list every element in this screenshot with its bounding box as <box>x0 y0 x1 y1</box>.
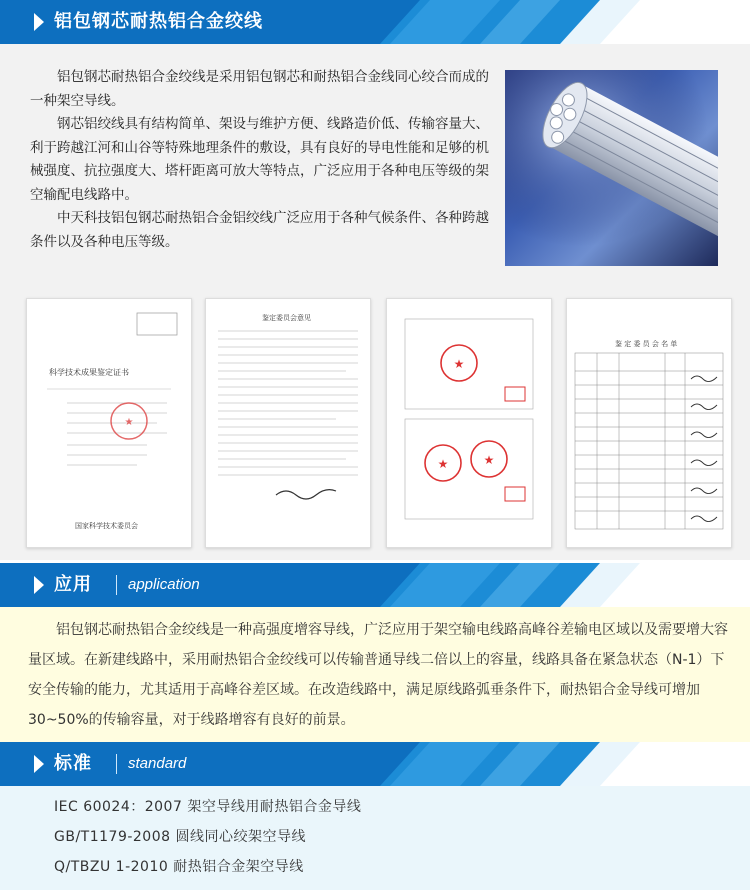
svg-text:★: ★ <box>483 453 495 467</box>
title-divider <box>116 575 117 595</box>
certificate-image <box>566 298 732 548</box>
arrow-right-icon <box>34 576 44 594</box>
application-section <box>0 607 750 742</box>
section-banner-application <box>0 563 750 607</box>
intro-text <box>30 66 490 254</box>
product-intro <box>0 44 750 284</box>
certificate-title: 鉴定委员会意见 <box>262 314 311 322</box>
svg-text:★: ★ <box>124 417 134 428</box>
cable-illustration <box>505 70 718 266</box>
title-divider <box>116 754 117 774</box>
standards-section <box>0 786 750 890</box>
standard-item: GB/T1179-2008 圆线同心绞架空导线 <box>54 829 306 845</box>
section-banner-product <box>0 0 750 44</box>
section-banner-standard <box>0 742 750 786</box>
certificate-title: 科学技术成果鉴定证书 <box>49 368 129 377</box>
arrow-right-icon <box>34 13 44 31</box>
section-subtitle: application <box>128 576 200 593</box>
svg-text:★: ★ <box>453 357 465 371</box>
certificate-title: 鉴 定 委 员 会 名 单 <box>615 340 678 348</box>
section-title: 铝包钢芯耐热铝合金绞线 <box>54 11 263 32</box>
section-title: 应用 <box>54 574 92 595</box>
certificate-issuer: 国家科学技术委员会 <box>75 522 138 530</box>
svg-text:★: ★ <box>437 457 449 471</box>
certificate-image <box>26 298 192 548</box>
intro-paragraph: 钢芯铝绞线具有结构简单、架设与维护方便、线路造价低、传输容量大、利于跨越江河和山谷等特殊地理条件的敷设，具有良好的导电性能和足够的机械强度、抗拉强度大、塔杆距离可放大等特点，广泛应用于各种电压等级的架空输配电线路中。 <box>30 116 489 203</box>
section-subtitle: standard <box>128 755 187 772</box>
banner-background <box>0 742 750 786</box>
banner-background <box>0 563 750 607</box>
standard-item: IEC 60024：2007 架空导线用耐热铝合金导线 <box>54 799 362 815</box>
intro-paragraph: 铝包钢芯耐热铝合金绞线是采用铝包钢芯和耐热铝合金线同心绞合而成的一种架空导线。 <box>30 69 489 109</box>
application-text: 铝包钢芯耐热铝合金绞线是一种高强度增容导线，广泛应用于架空输电线路高峰谷差输电区域以及需要增大容量区域。在新建线路中，采用耐热铝合金绞线可以传输普通导线二倍以上的容量，线路具备在紧急状态（N-1）下安全传输的能力，尤其适用于高峰谷差区域。在改造线路中，满足原线路弧垂条件下，耐热铝合金导线可增加30~50%的传输容量，对于线路增容有良好的前景。 <box>28 622 728 728</box>
certificate-image <box>386 298 552 548</box>
certificates-gallery <box>0 284 750 560</box>
intro-paragraph: 中天科技铝包钢芯耐热铝合金铝绞线广泛应用于各种气候条件、各种跨越条件以及各种电压等级。 <box>30 210 489 250</box>
certificate-image <box>205 298 371 548</box>
arrow-right-icon <box>34 755 44 773</box>
standard-item: Q/TBZU 1-2010 耐热铝合金架空导线 <box>54 859 304 875</box>
section-title: 标准 <box>54 753 92 774</box>
conductor-cable-photo <box>505 70 718 266</box>
